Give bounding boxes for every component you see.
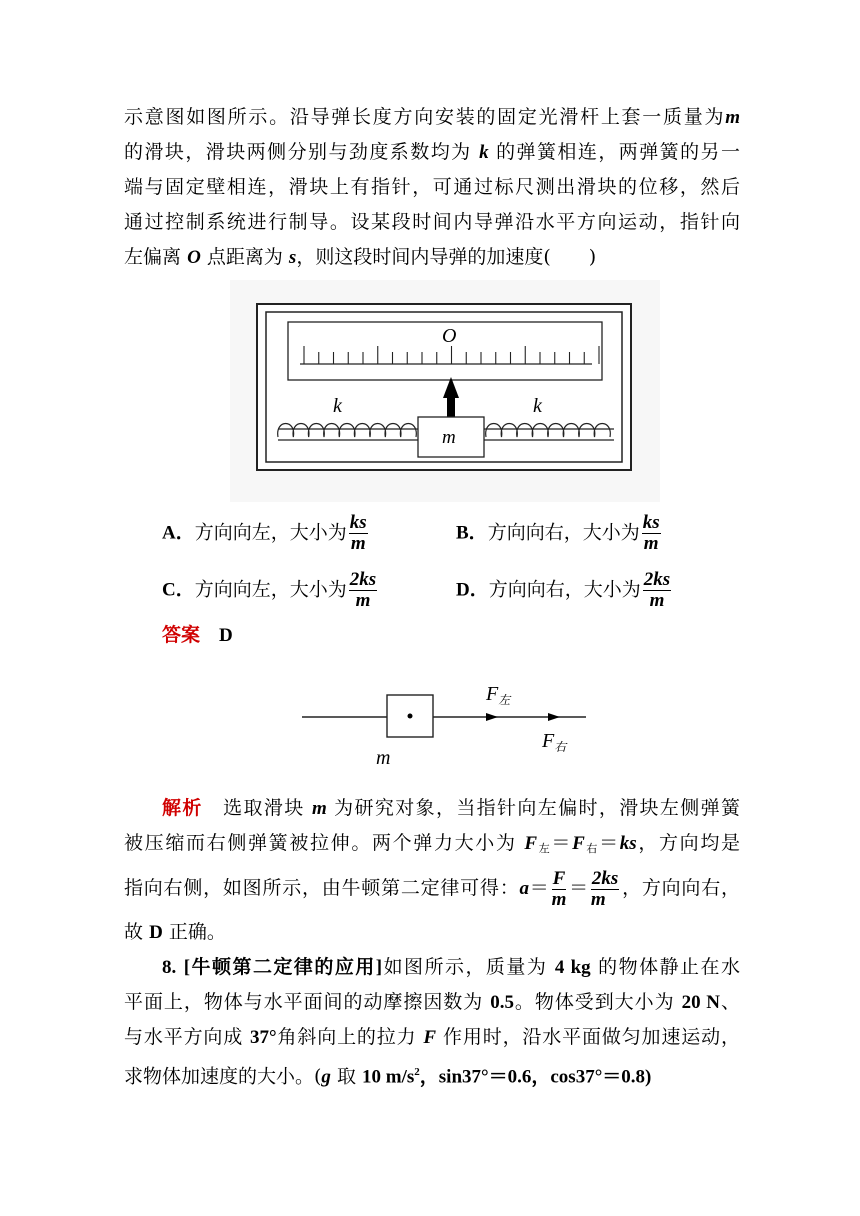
option-a: A．方向向左，大小为 $\frac{ks}{m}$ [162,512,367,554]
q7-line-3: 端与固定壁相连，滑块上有指针，可通过标尺测出滑块的位移，然后 [124,176,740,198]
force-right-label: $F_右$ [542,730,567,754]
q7-line-1: 示意图如图所示。沿导弹长度方向安装的固定光滑杆上套一质量为m [124,106,740,128]
q8-line-1: 8. [牛顿第二定律的应用]如图所示，质量为 4 kg 的物体静止在水 [162,956,740,978]
option-c: C．方向向左，大小为 $\frac{2ks}{m}$ [162,569,377,611]
option-d: D．方向向右，大小为 $\frac{2ks}{m}$ [456,569,671,611]
q7-line-5: 左偏离 O 点距离为 s，则这段时间内导弹的加速度( ) [124,246,597,268]
accelerometer-figure [230,280,660,502]
q8-line-4: 求物体加速度的大小。(g 取 10 $m/s^2$，sin37°＝0.6，cos37°＝0.8) [124,1065,652,1088]
answer: 答案 D [162,624,233,646]
block-label: m [442,427,456,448]
spring-right-label: k [533,395,542,417]
q8-line-3: 与水平方向成 37°角斜向上的拉力 F 作用时，沿水平面做匀加速运动， [124,1026,740,1048]
arrow-f-left-icon [486,713,498,721]
option-b: B．方向向右，大小为 $\frac{ks}{m}$ [456,512,660,554]
analysis-line-1: 解析 选取滑块 m 为研究对象，当指针向左偏时，滑块左侧弹簧 [162,797,740,819]
force-left-label: $F_左$ [486,683,511,707]
arrow-f-right-icon [548,713,560,721]
analysis-line-4: 故 D 正确。 [124,921,226,943]
block-m-label: m [376,747,391,769]
q7-line-2: 的滑块，滑块两侧分别与劲度系数均为 k 的弹簧相连，两弹簧的另一 [124,141,740,163]
analysis-line-2: 被压缩而右侧弹簧被拉伸。两个弹力大小为 $F_左=F_右=ks$，方向均是 [124,832,740,855]
q7-line-4: 通过控制系统进行制导。设某段时间内导弹沿水平方向运动，指针向 [124,211,740,233]
scale-label-o: O [442,325,457,347]
spring-left-label: k [333,395,342,417]
q8-line-2: 平面上，物体与水平面间的动摩擦因数为 0.5。物体受到大小为 20 N、 [124,991,740,1013]
force-diagram [290,670,600,775]
analysis-line-3: 指向右侧，如图所示，由牛顿第二定律可得：a＝ $\frac{F}{m}$ ＝ $\frac{2ks}{m}$ ，方向向右， [124,867,740,910]
